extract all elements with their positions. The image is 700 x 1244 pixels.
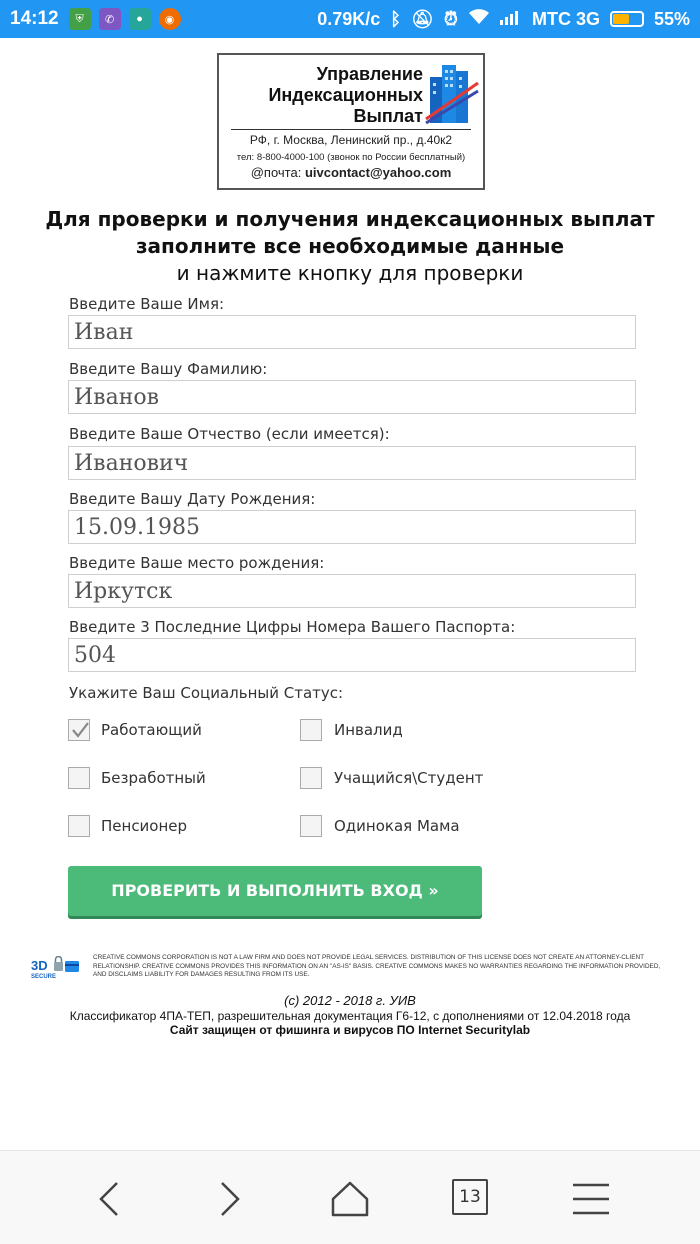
network-speed: 0.79K/c <box>317 8 381 29</box>
menu-button[interactable] <box>571 1179 611 1219</box>
status-employed-label: Работающий <box>101 721 202 739</box>
viber-icon: ✆ <box>99 8 121 30</box>
status-disabled-checkbox[interactable] <box>300 719 322 741</box>
page-title-line1: Для проверки и получения индексационных выплат <box>45 207 655 231</box>
passport-digits-label: Введите 3 Последние Цифры Номера Вашего Паспорта: <box>69 618 516 636</box>
patronymic-label: Введите Ваше Отчество (если имеется): <box>69 425 390 443</box>
alarm-icon: ⏰︎ <box>443 8 458 29</box>
status-bar <box>0 0 700 38</box>
last-name-label: Введите Вашу Фамилию: <box>69 360 268 378</box>
status-time: 14:12 <box>10 8 59 29</box>
mute-icon: 🔕︎ <box>411 8 434 29</box>
classifier-note: Классификатор 4ПА-ТЕП, разрешительная документация Г6-12, с дополнениями от 12.04.2018 года <box>69 1009 631 1023</box>
patronymic-input[interactable] <box>68 446 636 480</box>
organization-logo <box>217 53 485 190</box>
chevron-left-icon <box>89 1179 129 1219</box>
status-student-checkbox[interactable] <box>300 767 322 789</box>
status-single-mom-checkbox[interactable] <box>300 815 322 837</box>
first-name-label: Введите Ваше Имя: <box>69 295 225 313</box>
bluetooth-icon: ᛒ <box>390 8 402 29</box>
chevron-right-icon <box>210 1179 250 1219</box>
status-unemployed-checkbox[interactable] <box>68 767 90 789</box>
page-subtitle: и нажмите кнопку для проверки <box>176 261 524 285</box>
logo-email: @почта: uivcontact@yahoo.com <box>250 165 452 180</box>
last-name-input[interactable] <box>68 380 636 414</box>
status-student-label: Учащийся\Студент <box>334 769 484 787</box>
logo-phone: тел: 8-800-4000-100 (звонок по России бесплатный) <box>236 152 466 163</box>
first-name-input[interactable] <box>68 315 636 349</box>
copyright: (c) 2012 - 2018 г. УИВ <box>284 993 416 1008</box>
browser-navigation-bar <box>0 1150 700 1244</box>
notification-app-icon: ◉ <box>159 8 181 30</box>
submit-button[interactable]: ПРОВЕРИТЬ И ВЫПОЛНИТЬ ВХОД » <box>68 866 482 916</box>
status-unemployed-label: Безработный <box>101 769 206 787</box>
logo-divider <box>231 129 471 130</box>
microphone-icon: ● <box>129 8 151 30</box>
shield-app-icon: ⛨ <box>69 8 91 30</box>
status-disabled-label: Инвалид <box>334 721 403 739</box>
birth-date-input[interactable] <box>68 510 636 544</box>
birth-place-label: Введите Ваше место рождения: <box>69 554 325 572</box>
back-button[interactable] <box>89 1179 129 1219</box>
status-single-mom-label: Одинокая Мама <box>334 817 460 835</box>
page-title-line2: заполните все необходимые данные <box>135 234 565 258</box>
status-pensioner-label: Пенсионер <box>101 817 188 835</box>
status-employed-checkbox[interactable] <box>68 719 90 741</box>
battery-icon <box>610 11 644 27</box>
status-pensioner-checkbox[interactable] <box>68 815 90 837</box>
social-status-label: Укажите Ваш Социальный Статус: <box>69 684 344 702</box>
passport-digits-input[interactable] <box>68 638 636 672</box>
tabs-button[interactable] <box>452 1179 492 1219</box>
wifi-icon <box>468 9 490 30</box>
svg-text:3D: 3D <box>31 958 48 973</box>
birth-date-label: Введите Вашу Дату Рождения: <box>69 490 316 508</box>
checkmark-icon <box>70 720 90 740</box>
carrier-name: МТС 3G <box>531 8 600 29</box>
hamburger-menu-icon <box>571 1179 611 1219</box>
birth-place-input[interactable] <box>68 574 636 608</box>
signal-icon <box>500 9 522 30</box>
home-icon <box>330 1179 370 1219</box>
battery-percent: 55% <box>653 8 690 29</box>
building-logo-icon <box>424 61 480 127</box>
tabs-count: 13 <box>452 1179 488 1215</box>
logo-title: Управление Индексационных Выплат <box>268 64 423 126</box>
logo-address: РФ, г. Москва, Ленинский пр., д.40к2 <box>249 133 453 147</box>
legal-disclaimer: CREATIVE COMMONS CORPORATION IS NOT A LAW FIRM AND DOES NOT PROVIDE LEGAL SERVICES. DISTRIBUTION OF THIS LICENSE DOES NOT CREATE AN ATTORNEY-CLIENT RELATIONSHIP. CREATIVE COMMONS PROVIDES THIS INFORMATION ON AN "AS-IS" BASIS. CREATIVE COMMONS MAKES NO WARRANTIES REGARDING THE INFORMATION PROVIDED, AND DISCLAIMS LIABILITY FOR DAMAGES RESULTING FROM ITS USE. <box>93 954 661 978</box>
home-button[interactable] <box>330 1179 370 1219</box>
forward-button[interactable] <box>210 1179 250 1219</box>
svg-text:SECURE: SECURE <box>31 974 57 980</box>
security-note: Сайт защищен от фишинга и вирусов ПО Internet Securitylab <box>169 1023 531 1037</box>
3d-secure-badge-icon <box>30 956 80 980</box>
